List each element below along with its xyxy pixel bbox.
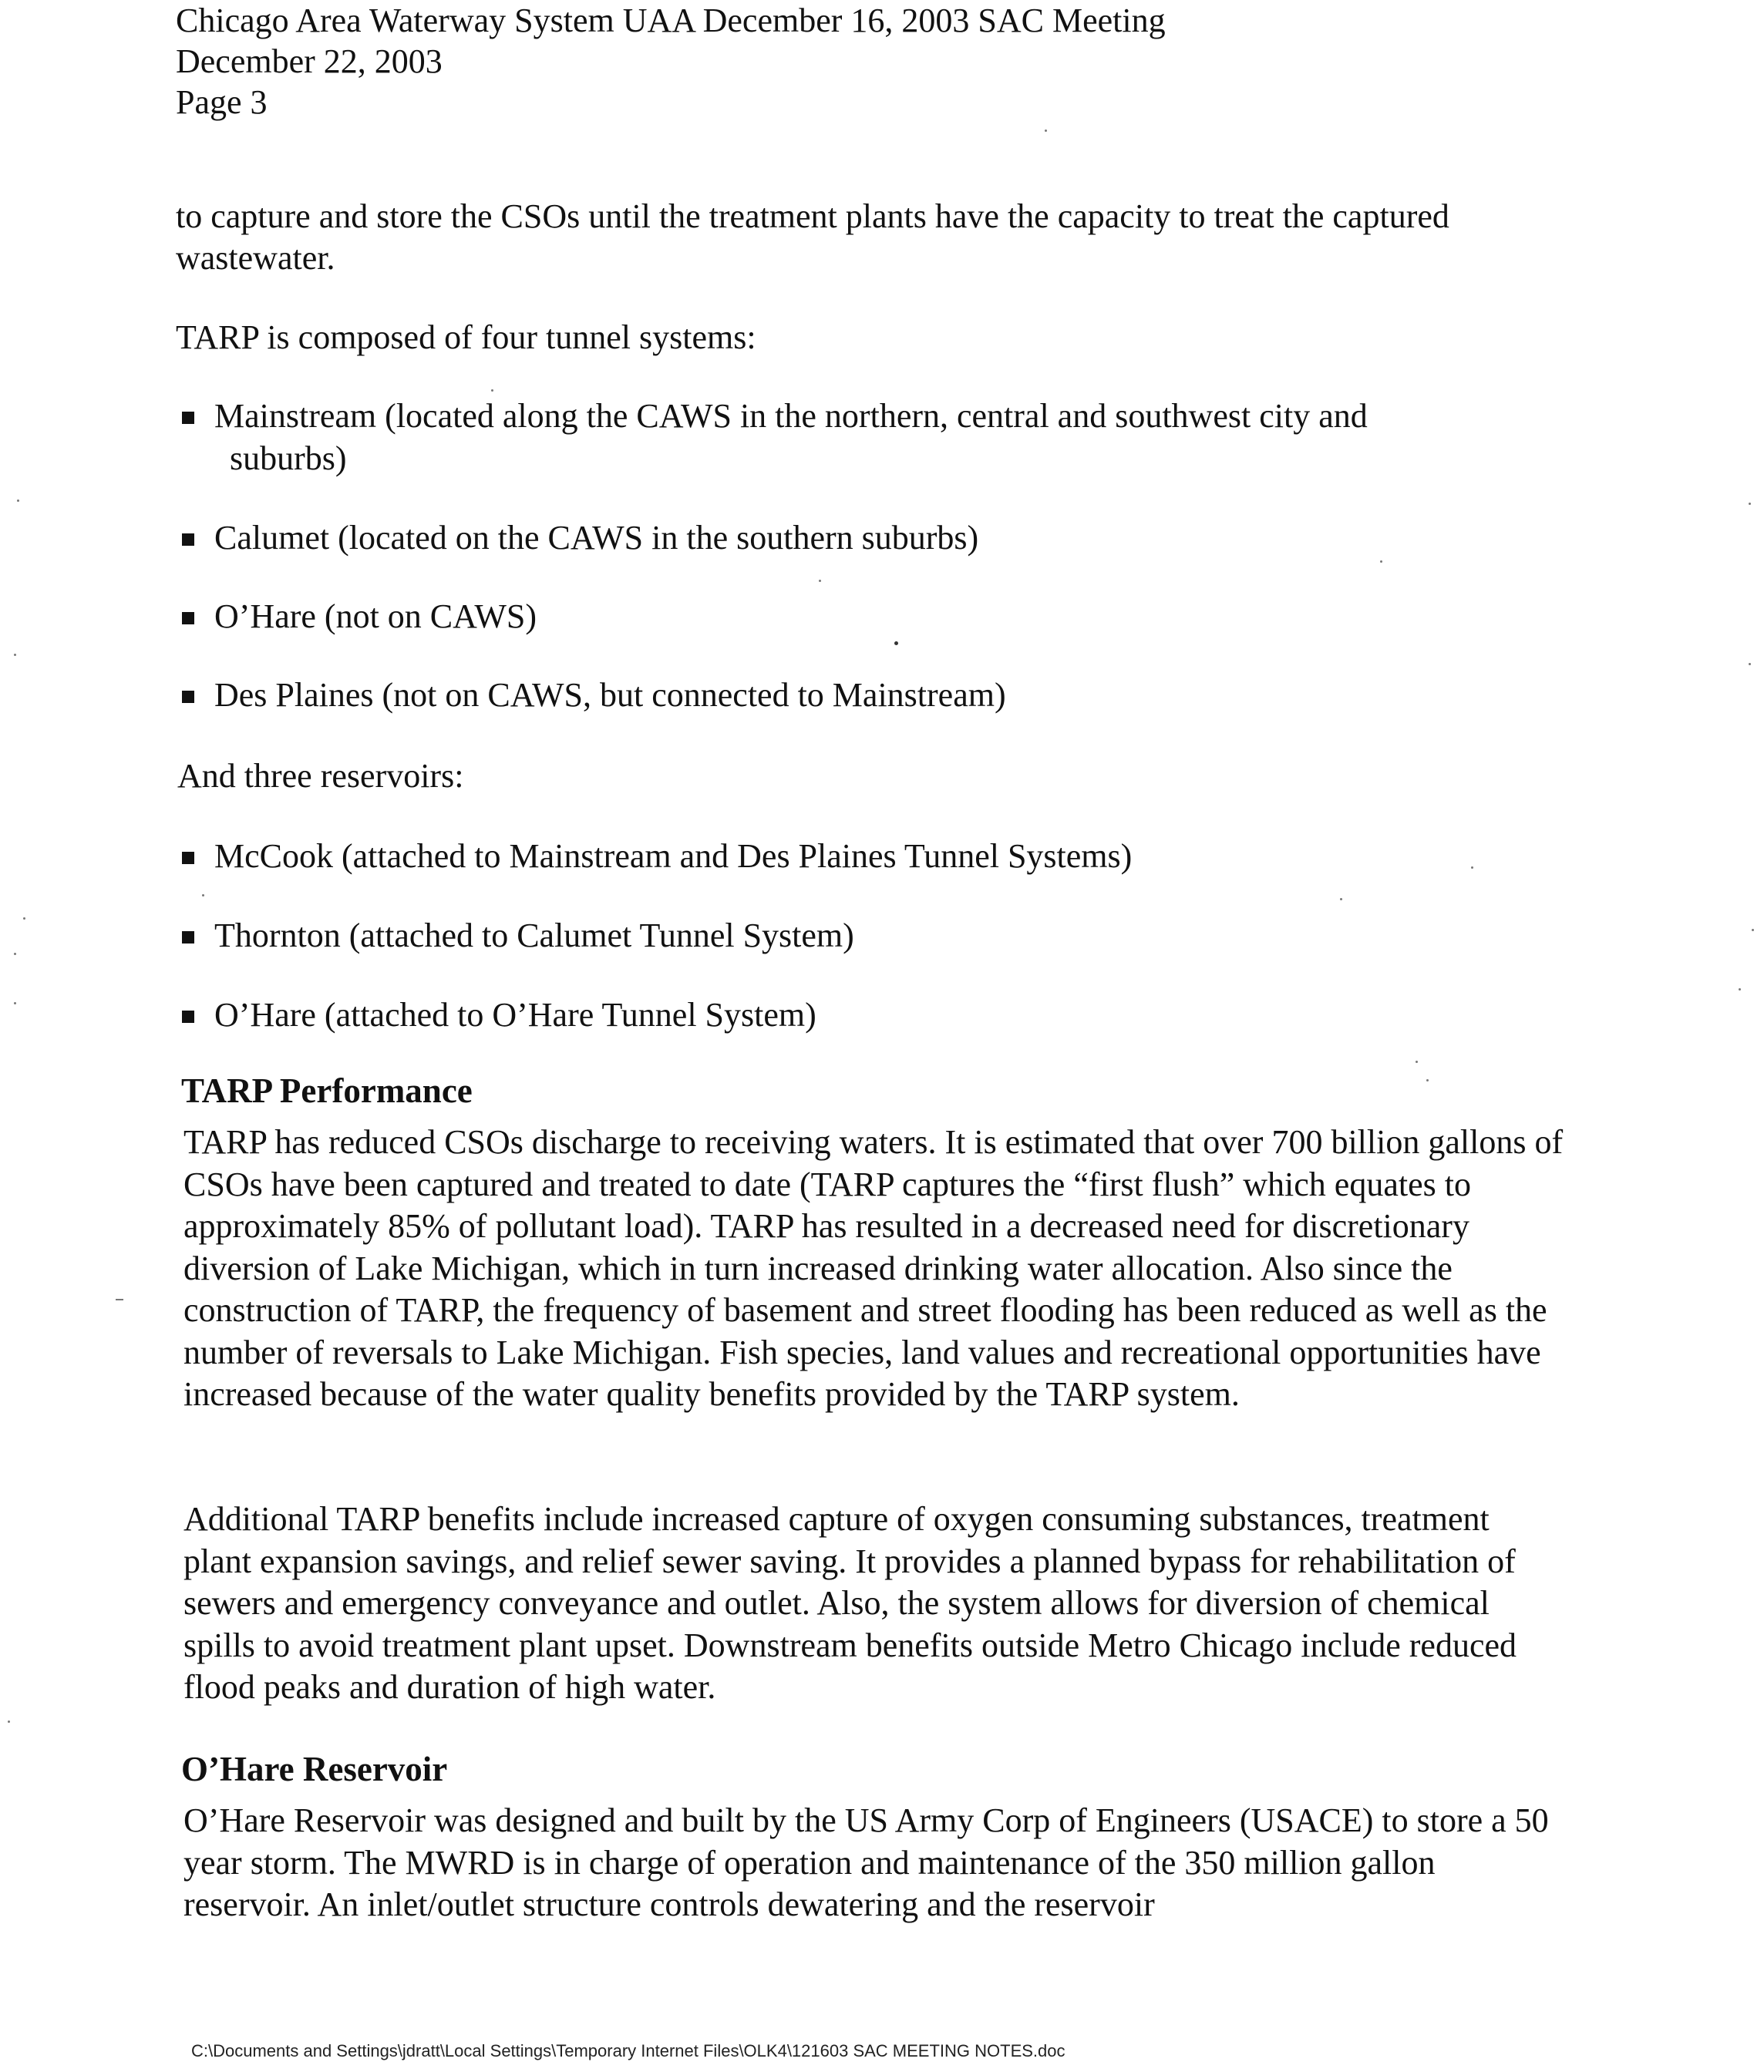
tunnel-systems-list	[176, 395, 1564, 752]
list-item-text: suburbs)	[230, 439, 347, 477]
scan-speck	[491, 389, 493, 392]
scan-speck	[14, 953, 16, 955]
scan-speck	[1749, 503, 1751, 505]
scan-speck	[116, 1299, 123, 1300]
list-item	[176, 914, 1564, 957]
square-bullet-icon	[182, 412, 194, 424]
list-item-text: O’Hare (not on CAWS)	[214, 597, 537, 635]
square-bullet-icon	[182, 612, 194, 624]
scan-speck	[1426, 1079, 1429, 1081]
square-bullet-icon	[182, 852, 194, 864]
list-item	[176, 994, 1564, 1036]
scan-speck	[1752, 929, 1754, 931]
scan-speck	[819, 580, 821, 582]
intro-continuation: to capture and store the CSOs until the treatment plants have the capacity to treat the captured wastewater.	[176, 197, 1449, 277]
tunnels-lead: TARP is composed of four tunnel systems:	[176, 318, 756, 356]
square-bullet-icon	[182, 533, 194, 546]
list-item	[176, 595, 1564, 637]
list-item-text: Thornton (attached to Calumet Tunnel System)	[214, 917, 854, 954]
scan-speck	[23, 917, 25, 920]
scan-speck	[8, 1720, 10, 1723]
reservoirs-lead: And three reservoirs:	[177, 757, 464, 795]
header-title: Chicago Area Waterway System UAA December 16, 2003 SAC Meeting	[176, 2, 1166, 39]
scan-speck	[1749, 663, 1751, 665]
list-item-text: Calumet (located on the CAWS in the southern suburbs)	[214, 519, 979, 557]
list-item	[176, 674, 1564, 716]
square-bullet-icon	[182, 691, 194, 703]
scan-speck	[14, 654, 16, 656]
scan-speck	[14, 1002, 16, 1004]
page-header	[176, 0, 1166, 123]
scan-speck	[1045, 130, 1047, 132]
list-item-text: Mainstream (located along the CAWS in the northern, central and southwest city and	[214, 397, 1368, 435]
list-item	[176, 516, 1564, 559]
list-item-text: O’Hare (attached to O’Hare Tunnel System)	[214, 996, 816, 1034]
header-page-number: Page 3	[176, 83, 268, 121]
scan-speck	[1380, 560, 1382, 563]
scan-speck	[17, 500, 19, 502]
section-heading-tarp-performance: TARP Performance	[181, 1071, 473, 1110]
header-date: December 22, 2003	[176, 42, 443, 80]
section-heading-ohare-reservoir: O’Hare Reservoir	[181, 1750, 448, 1788]
scan-speck	[1739, 988, 1741, 991]
list-item	[176, 395, 1564, 479]
list-item-text: Des Plaines (not on CAWS, but connected to Mainstream)	[214, 676, 1006, 714]
scan-speck	[1416, 1061, 1418, 1063]
scan-speck	[1471, 866, 1473, 869]
reservoirs-list	[176, 835, 1564, 1073]
scan-speck	[894, 641, 898, 645]
list-item	[176, 835, 1564, 877]
ohare-reservoir-paragraph: O’Hare Reservoir was designed and built by the US Army Corp of Engineers (USACE) to store a 50 year storm. The MWRD is in charge of operation and maintenance of the 350 million gallon reservoir. An inlet/outlet structure controls dewatering and the reservoir	[183, 1801, 1549, 1923]
scan-speck	[202, 894, 204, 896]
list-item-text: McCook (attached to Mainstream and Des Plaines Tunnel Systems)	[214, 837, 1133, 875]
square-bullet-icon	[182, 1011, 194, 1023]
square-bullet-icon	[182, 931, 194, 944]
performance-paragraph: TARP has reduced CSOs discharge to receiving waters. It is estimated that over 700 billion gallons of CSOs have been captured and treated to date (TARP captures the “first flush” which equates to approximately 85% of pollutant load). TARP has resulted in a decreased need for discretionary diversion of Lake Michigan, which in turn increased drinking water allocation. Also since the construction of TARP, the frequency of basement and street flooding has been reduced as well as the number of reversals to Lake Michigan. Fish species, land values and recreational opportunities have increased because of the water quality benefits provided by the TARP system.	[183, 1123, 1564, 1413]
scan-speck	[1340, 898, 1342, 900]
footer-file-path: C:\Documents and Settings\jdratt\Local Settings\Temporary Internet Files\OLK4\121603 SAC MEETING NOTES.doc	[191, 2041, 1065, 2060]
additional-benefits-paragraph: Additional TARP benefits include increased capture of oxygen consuming substances, treatment plant expansion savings, and relief sewer saving. It provides a planned bypass for rehabilitation of sewers and emergency conveyance and outlet. Also, the system allows for diversion of chemical spills to avoid treatment plant upset. Downstream benefits outside Metro Chicago include reduced flood peaks and duration of high water.	[183, 1500, 1517, 1706]
